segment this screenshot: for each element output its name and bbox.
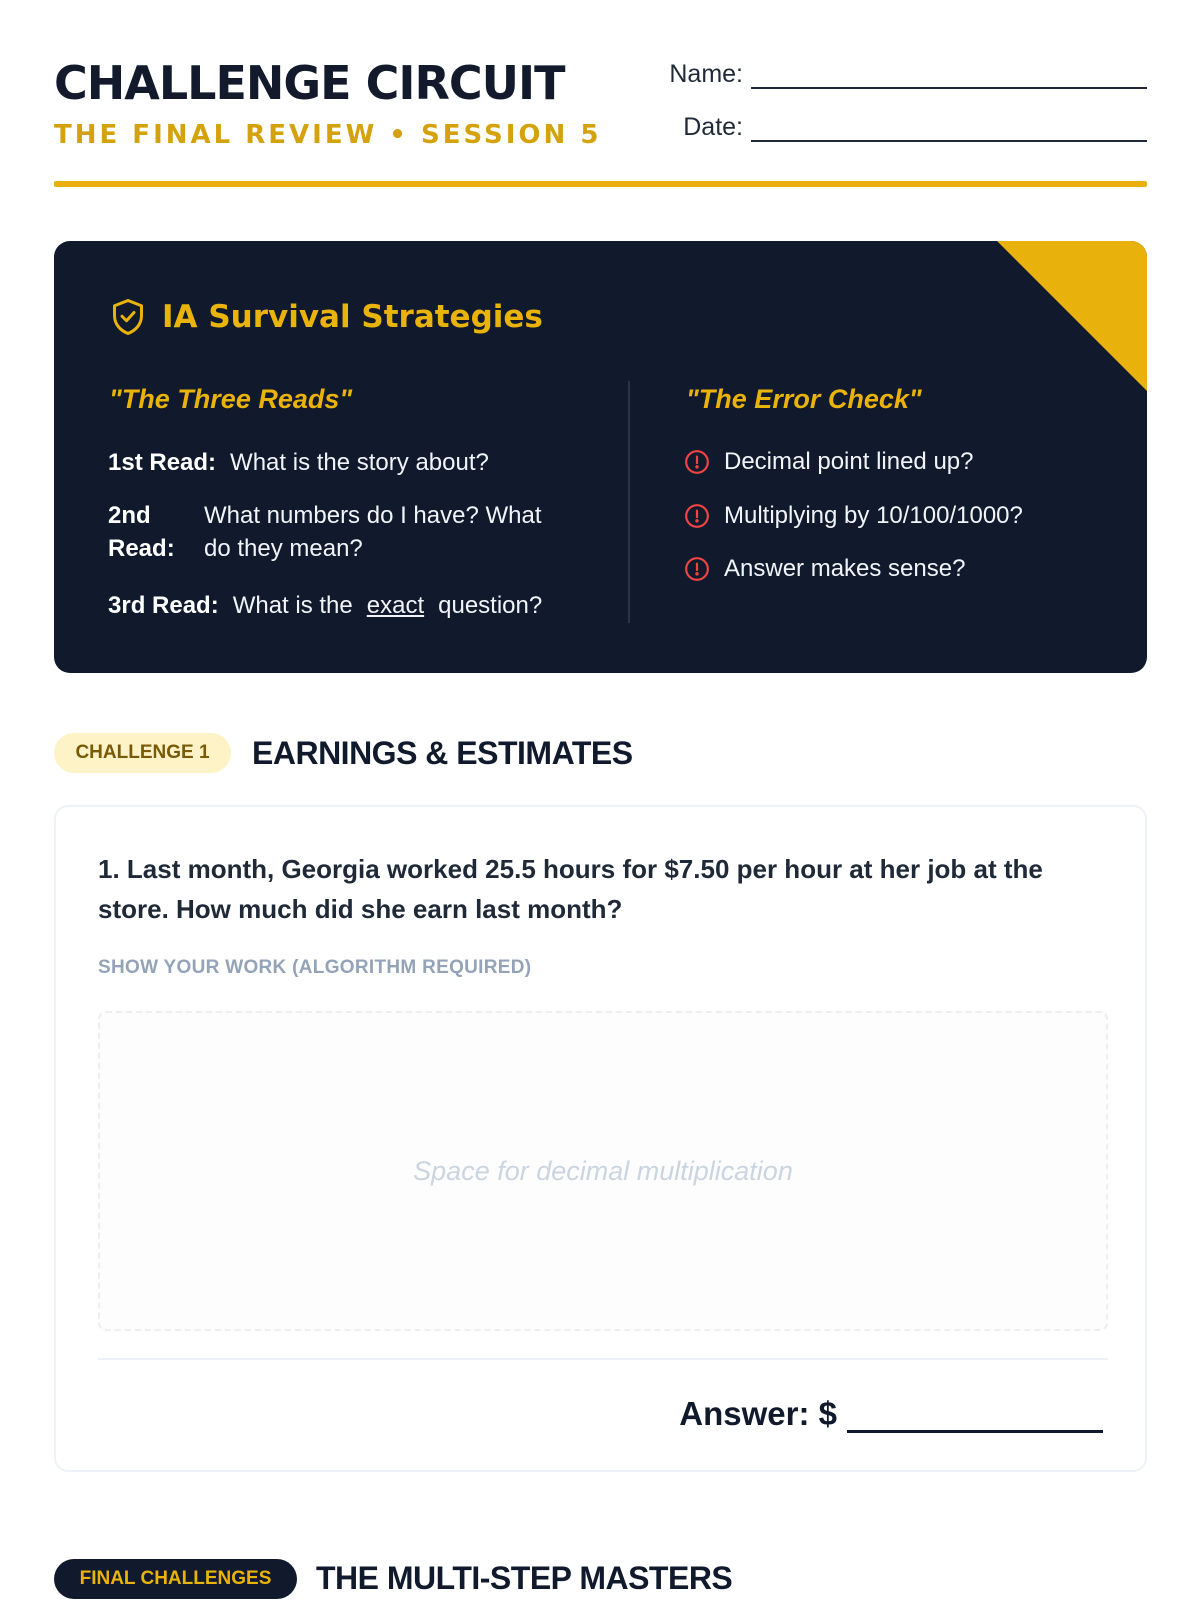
error-check-item	[684, 448, 973, 476]
three-reads-heading: "The Three Reads"	[109, 384, 353, 414]
error-check-text: Decimal point lined up?	[724, 448, 974, 475]
read-text-before: What is the	[232, 592, 353, 619]
strategies-title: IA Survival Strategies	[162, 299, 543, 335]
name-field[interactable]	[669, 60, 1147, 89]
final-challenges-title: THE MULTI-STEP MASTERS	[316, 1560, 733, 1596]
read-text: What is the story about?	[230, 449, 489, 476]
worksheet-header	[54, 0, 1147, 190]
answer-label: Answer: $	[679, 1395, 837, 1432]
card-divider	[98, 1358, 1108, 1360]
alert-circle-icon	[684, 449, 710, 475]
read-label: 2nd Read:	[108, 502, 175, 562]
worksheet-subtitle: THE FINAL REVIEW • SESSION 5	[54, 120, 602, 150]
strategies-panel	[54, 241, 1147, 673]
final-challenges-badge: FINAL CHALLENGES	[54, 1559, 297, 1599]
alert-circle-icon	[684, 503, 710, 529]
worksheet-title: CHALLENGE CIRCUIT	[54, 56, 565, 110]
challenge-1-badge: CHALLENGE 1	[54, 733, 231, 773]
name-label: Name:	[669, 60, 743, 88]
read-item	[108, 446, 489, 479]
error-check-text: Multiplying by 10/100/1000?	[724, 502, 1023, 529]
column-divider	[628, 381, 630, 623]
corner-accent	[997, 241, 1147, 391]
date-field[interactable]	[683, 113, 1147, 142]
read-label: 1st Read:	[108, 449, 217, 476]
challenge-1-title: EARNINGS & ESTIMATES	[252, 735, 633, 771]
read-label: 3rd Read:	[108, 592, 219, 619]
read-text	[233, 589, 543, 622]
error-check-heading: "The Error Check"	[686, 384, 922, 414]
shield-check-icon	[110, 297, 146, 337]
date-label: Date:	[683, 113, 743, 141]
work-label: SHOW YOUR WORK (ALGORITHM REQUIRED)	[98, 957, 532, 978]
work-placeholder: Space for decimal multiplication	[413, 1155, 793, 1186]
alert-circle-icon	[684, 556, 710, 582]
read-text: What numbers do I have? What do they mean?	[204, 502, 542, 562]
read-item	[108, 499, 564, 565]
date-line[interactable]	[751, 120, 1147, 142]
answer-field[interactable]	[679, 1395, 1103, 1433]
header-divider	[54, 181, 1147, 187]
read-text-emphasis: exact	[366, 592, 425, 619]
error-check-item	[684, 555, 965, 583]
question-text: 1. Last month, Georgia worked 25.5 hours for $7.50 per hour at her job at the store. How much did she earn last month?	[98, 854, 1043, 924]
answer-line[interactable]	[847, 1405, 1103, 1433]
work-area[interactable]	[98, 1011, 1108, 1331]
strategies-heading	[110, 297, 543, 337]
problem-card	[54, 805, 1147, 1472]
error-check-item	[684, 502, 1023, 530]
read-item	[108, 589, 542, 622]
name-line[interactable]	[751, 67, 1147, 89]
error-check-text: Answer makes sense?	[724, 555, 966, 582]
read-text-after: question?	[438, 592, 543, 619]
